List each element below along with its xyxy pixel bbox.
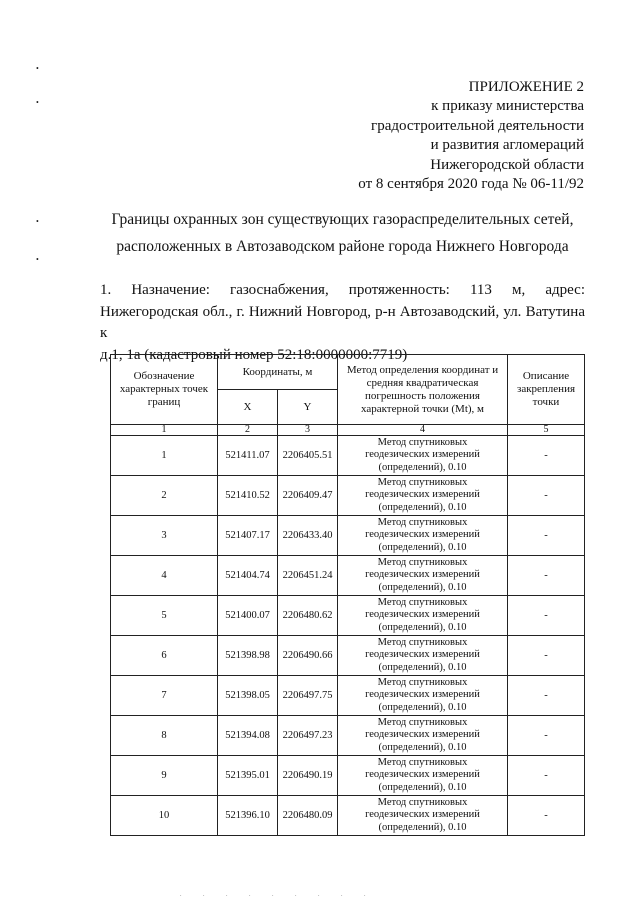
method-line: геодезических измерений bbox=[365, 609, 480, 621]
point-description: - bbox=[508, 596, 585, 636]
method-cell bbox=[338, 676, 508, 716]
description-line-3: д.1, 1а (кадастровый номер 52:18:0000000:7719) bbox=[100, 346, 408, 363]
coord-y: 2206480.09 bbox=[278, 796, 338, 836]
coord-y: 2206490.19 bbox=[278, 756, 338, 796]
description-line-1: 1. Назначение: газоснабжения, протяженность: 113 м, адрес: bbox=[100, 282, 585, 298]
method-line: геодезических измерений bbox=[365, 809, 480, 821]
method-line: геодезических измерений bbox=[365, 489, 480, 501]
method-cell bbox=[338, 716, 508, 756]
coord-x: 521395.01 bbox=[218, 756, 278, 796]
table-row bbox=[111, 716, 585, 756]
point-description: - bbox=[508, 796, 585, 836]
header-method: Метод определения координат и средняя квадратическая погрешность положения характерной точки (Mt), м bbox=[338, 355, 508, 425]
method-line: Метод спутниковых bbox=[377, 436, 468, 448]
header-designation: Обозначение характерных точек границ bbox=[111, 355, 218, 425]
margin-mark-4: • bbox=[36, 255, 39, 264]
table-row bbox=[111, 556, 585, 596]
coord-y: 2206497.23 bbox=[278, 716, 338, 756]
method-line: Метод спутниковых bbox=[377, 596, 468, 608]
header-appendix: ПРИЛОЖЕНИЕ 2 bbox=[468, 79, 584, 95]
coord-x: 521398.05 bbox=[218, 676, 278, 716]
margin-mark-2: • bbox=[36, 98, 39, 107]
method-line: Метод спутниковых bbox=[377, 756, 468, 768]
header-line-2: к приказу министерства bbox=[431, 98, 584, 115]
coord-x: 521394.08 bbox=[218, 716, 278, 756]
point-number: 4 bbox=[111, 556, 218, 596]
scan-artifact-dots: . . . . . . . . . bbox=[180, 892, 376, 898]
coord-x: 521398.98 bbox=[218, 636, 278, 676]
method-line: геодезических измерений bbox=[365, 649, 480, 661]
point-number: 9 bbox=[111, 756, 218, 796]
method-line: (определений), 0.10 bbox=[378, 581, 467, 593]
method-line: геодезических измерений bbox=[365, 729, 480, 741]
method-line: (определений), 0.10 bbox=[378, 461, 467, 473]
point-number: 3 bbox=[111, 516, 218, 556]
title-line-1: Границы охранных зон существующих газораспределительных сетей, bbox=[111, 211, 574, 228]
table-row bbox=[111, 636, 585, 676]
coord-x: 521411.07 bbox=[218, 436, 278, 476]
column-number-3: 3 bbox=[278, 425, 338, 436]
coord-x: 521396.10 bbox=[218, 796, 278, 836]
point-description: - bbox=[508, 436, 585, 476]
method-line: геодезических измерений bbox=[365, 529, 480, 541]
method-line: (определений), 0.10 bbox=[378, 501, 467, 513]
point-number: 1 bbox=[111, 436, 218, 476]
method-line: (определений), 0.10 bbox=[378, 661, 467, 673]
point-number: 10 bbox=[111, 796, 218, 836]
column-number-5: 5 bbox=[508, 425, 585, 436]
document-header bbox=[358, 78, 584, 194]
method-line: Метод спутниковых bbox=[377, 636, 468, 648]
point-description: - bbox=[508, 676, 585, 716]
method-line: Метод спутниковых bbox=[377, 716, 468, 728]
header-line-5: Нижегородской области bbox=[430, 156, 584, 173]
table-row bbox=[111, 676, 585, 716]
point-description: - bbox=[508, 476, 585, 516]
coord-x: 521407.17 bbox=[218, 516, 278, 556]
method-line: Метод спутниковых bbox=[377, 796, 468, 808]
header-date-line: от 8 сентября 2020 года № 06-11/92 bbox=[358, 176, 584, 193]
header-x: X bbox=[218, 390, 278, 425]
method-cell bbox=[338, 556, 508, 596]
point-description: - bbox=[508, 636, 585, 676]
boundary-points-table bbox=[110, 354, 585, 836]
header-line-3: градостроительной деятельности bbox=[371, 117, 584, 134]
margin-mark-1: • bbox=[36, 64, 39, 73]
method-line: геодезических измерений bbox=[365, 769, 480, 781]
method-line: геодезических измерений bbox=[365, 569, 480, 581]
method-cell bbox=[338, 596, 508, 636]
point-description: - bbox=[508, 756, 585, 796]
method-line: Метод спутниковых bbox=[377, 676, 468, 688]
point-description: - bbox=[508, 556, 585, 596]
method-line: геодезических измерений bbox=[365, 689, 480, 701]
column-number-4: 4 bbox=[338, 425, 508, 436]
method-line: (определений), 0.10 bbox=[378, 701, 467, 713]
table-row bbox=[111, 796, 585, 836]
table-row bbox=[111, 436, 585, 476]
method-line: Метод спутниковых bbox=[377, 516, 468, 528]
coord-y: 2206480.62 bbox=[278, 596, 338, 636]
method-cell bbox=[338, 476, 508, 516]
table-row bbox=[111, 476, 585, 516]
column-number-1: 1 bbox=[111, 425, 218, 436]
method-cell bbox=[338, 796, 508, 836]
document-title bbox=[100, 206, 585, 260]
point-number: 6 bbox=[111, 636, 218, 676]
coord-y: 2206409.47 bbox=[278, 476, 338, 516]
coord-x: 521404.74 bbox=[218, 556, 278, 596]
method-line: геодезических измерений bbox=[365, 449, 480, 461]
coord-x: 521400.07 bbox=[218, 596, 278, 636]
coord-y: 2206490.66 bbox=[278, 636, 338, 676]
header-coordinates: Координаты, м bbox=[218, 355, 338, 390]
point-number: 8 bbox=[111, 716, 218, 756]
column-number-2: 2 bbox=[218, 425, 278, 436]
coord-y: 2206405.51 bbox=[278, 436, 338, 476]
header-y: Y bbox=[278, 390, 338, 425]
header-line-4: и развития агломераций bbox=[430, 137, 584, 154]
method-line: (определений), 0.10 bbox=[378, 741, 467, 753]
method-line: Метод спутниковых bbox=[377, 556, 468, 568]
method-line: (определений), 0.10 bbox=[378, 821, 467, 833]
table-row bbox=[111, 756, 585, 796]
margin-mark-3: • bbox=[36, 217, 39, 226]
point-number: 7 bbox=[111, 676, 218, 716]
method-cell bbox=[338, 756, 508, 796]
point-number: 5 bbox=[111, 596, 218, 636]
method-line: (определений), 0.10 bbox=[378, 621, 467, 633]
coord-y: 2206451.24 bbox=[278, 556, 338, 596]
method-line: (определений), 0.10 bbox=[378, 541, 467, 553]
point-number: 2 bbox=[111, 476, 218, 516]
coord-y: 2206497.75 bbox=[278, 676, 338, 716]
table-row bbox=[111, 516, 585, 556]
point-description: - bbox=[508, 716, 585, 756]
method-line: Метод спутниковых bbox=[377, 476, 468, 488]
method-cell bbox=[338, 636, 508, 676]
method-cell bbox=[338, 516, 508, 556]
method-line: (определений), 0.10 bbox=[378, 781, 467, 793]
point-description: - bbox=[508, 516, 585, 556]
table-row bbox=[111, 596, 585, 636]
title-line-2: расположенных в Автозаводском районе города Нижнего Новгорода bbox=[116, 238, 569, 255]
coord-x: 521410.52 bbox=[218, 476, 278, 516]
header-description: Описание закрепления точки bbox=[508, 355, 585, 425]
description-line-2: Нижегородская обл., г. Нижний Новгород, р-н Автозаводский, ул. Ватутина к bbox=[100, 303, 585, 341]
method-cell bbox=[338, 436, 508, 476]
coord-y: 2206433.40 bbox=[278, 516, 338, 556]
